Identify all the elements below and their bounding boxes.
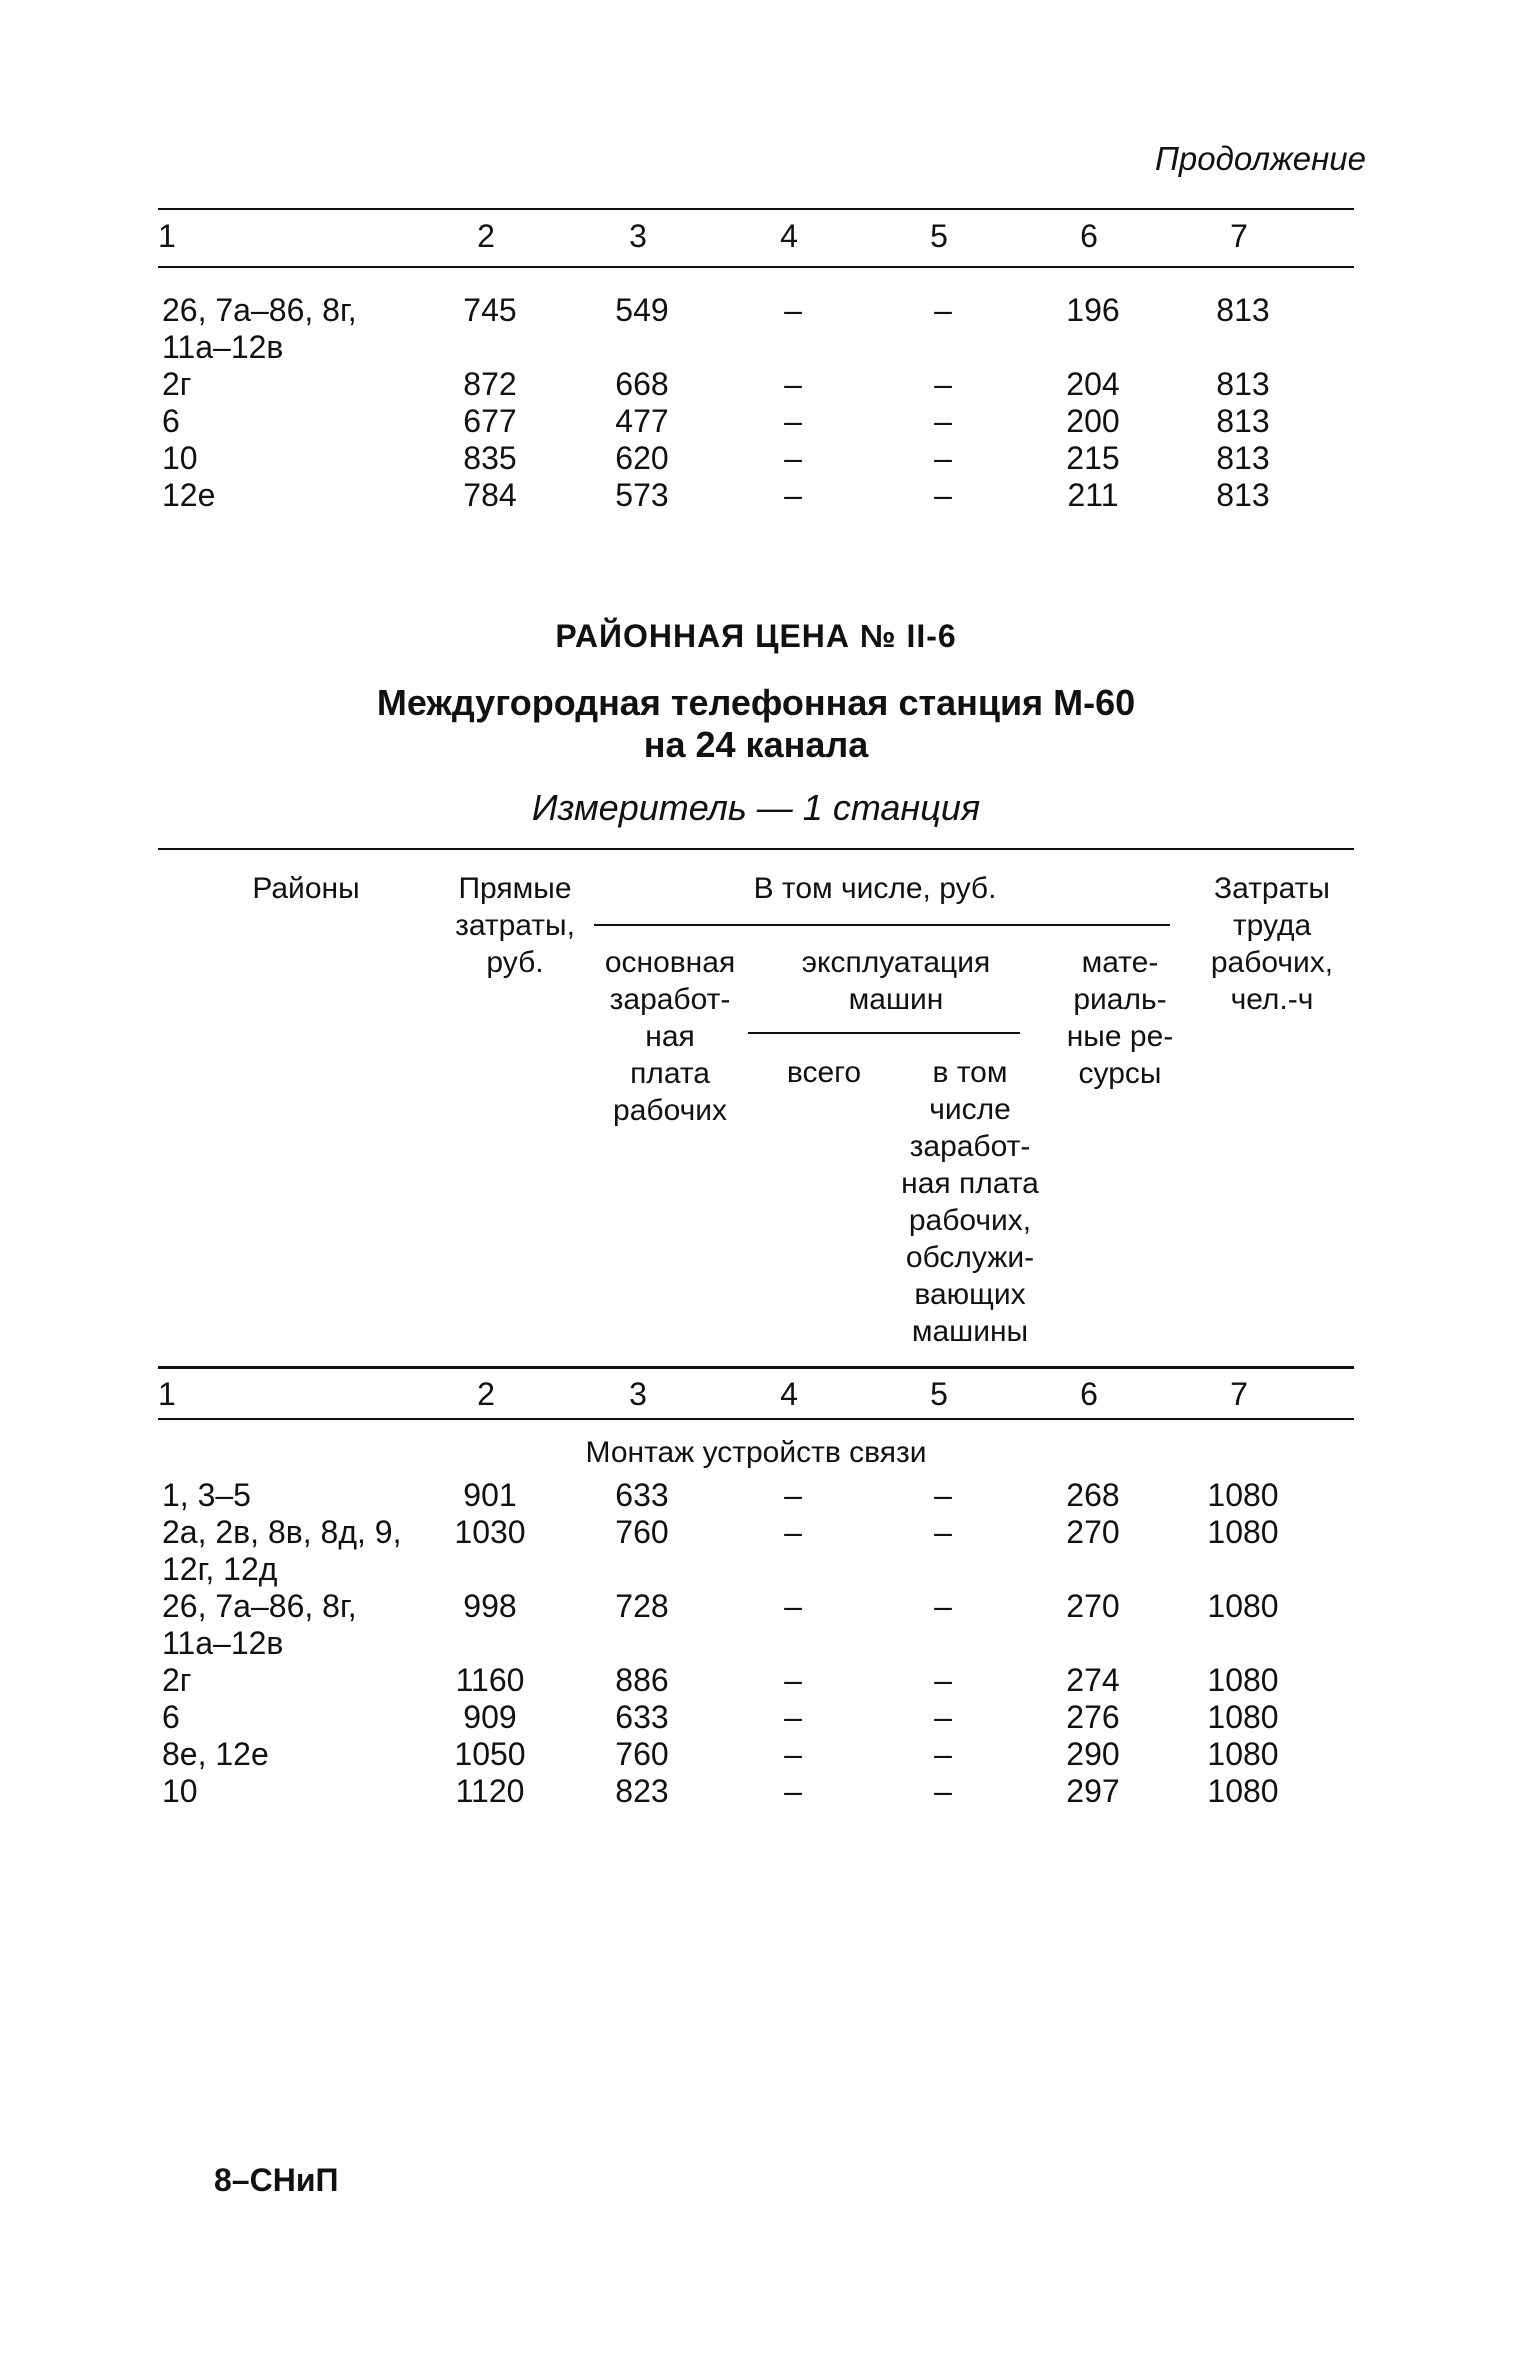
region-cell: 2г <box>162 1662 192 1698</box>
cell: 901 <box>463 1477 517 1513</box>
col-num-3: 3 <box>629 1376 647 1412</box>
header-wage-line: плата <box>630 1057 710 1090</box>
table-row <box>158 292 1354 366</box>
continuation-label: Продолжение <box>1154 140 1366 177</box>
cell: – <box>934 1588 952 1624</box>
cell: 813 <box>1216 477 1270 513</box>
col-num-5: 5 <box>930 1376 948 1412</box>
header-labor-line: Затраты <box>1214 872 1330 905</box>
cell: 297 <box>1066 1773 1120 1809</box>
cell: 1080 <box>1207 1736 1279 1772</box>
top-table-rule-top <box>158 208 1354 210</box>
header-base-wage <box>588 944 752 1129</box>
table-row <box>158 1477 1354 1514</box>
price-code-heading: РАЙОННАЯ ЦЕНА № II-6 <box>555 618 957 654</box>
cell: 276 <box>1066 1699 1120 1735</box>
cell: 204 <box>1066 366 1120 402</box>
cell: 633 <box>615 1477 669 1513</box>
cell: – <box>934 440 952 476</box>
cell: – <box>784 440 802 476</box>
table-row <box>158 1736 1354 1773</box>
cell: 813 <box>1216 440 1270 476</box>
cell: – <box>784 1514 802 1550</box>
region-cell: 2а, 2в, 8в, 8д, 9, 12г, 12д <box>162 1514 402 1587</box>
title-line-1: Междугородная телефонная станция М-60 <box>376 682 1136 723</box>
cell: 274 <box>1066 1662 1120 1698</box>
header-incl-wage <box>880 1054 1060 1350</box>
cell: – <box>784 1588 802 1624</box>
header-wage-line: рабочих <box>613 1094 727 1127</box>
col-num-7: 7 <box>1230 1376 1248 1412</box>
col-num-4: 4 <box>780 218 798 254</box>
cell: 1080 <box>1207 1662 1279 1698</box>
cell: – <box>934 403 952 439</box>
cell: 549 <box>615 292 669 328</box>
page-footer-signature: 8–СНиП <box>214 2162 339 2198</box>
header-labor-line: труда <box>1232 909 1312 942</box>
cell: – <box>934 1736 952 1772</box>
region-cell: 1, 3–5 <box>162 1477 251 1513</box>
table-row <box>158 1662 1354 1699</box>
col-num-7: 7 <box>1230 218 1248 254</box>
cell: 668 <box>615 366 669 402</box>
header-wage-line: заработ- <box>609 983 731 1016</box>
main-table-body <box>158 1477 1354 1810</box>
top-table-column-numbers <box>158 218 1354 255</box>
cell: 196 <box>1066 292 1120 328</box>
header-incl-wage-line: числе <box>929 1093 1011 1126</box>
cell: 270 <box>1066 1514 1120 1550</box>
header-materials-line: сурсы <box>1078 1057 1162 1090</box>
header-materials-line: ные ре- <box>1066 1020 1174 1053</box>
cell: – <box>934 1477 952 1513</box>
col-num-2: 2 <box>477 1376 495 1412</box>
header-incl-wage-line: обслужи- <box>905 1241 1035 1274</box>
cell: 823 <box>615 1773 669 1809</box>
header-including: В том числе, руб. <box>753 872 997 905</box>
cell: – <box>784 366 802 402</box>
col-num-1: 1 <box>158 218 176 254</box>
col-num-5: 5 <box>930 218 948 254</box>
header-including-rule <box>594 924 1170 926</box>
cell: 268 <box>1066 1477 1120 1513</box>
cell: 200 <box>1066 403 1120 439</box>
header-regions: Районы <box>252 872 360 905</box>
header-incl-wage-line: рабочих, <box>908 1204 1032 1237</box>
cell: 886 <box>615 1662 669 1698</box>
col-num-6: 6 <box>1080 1376 1098 1412</box>
main-table-rule-header <box>158 1366 1354 1369</box>
cell: – <box>784 292 802 328</box>
cell: – <box>934 366 952 402</box>
header-materials-line: мате- <box>1081 946 1159 979</box>
cell: 477 <box>615 403 669 439</box>
header-labor-line: чел.-ч <box>1230 983 1314 1016</box>
cell: 1080 <box>1207 1588 1279 1624</box>
cell: – <box>784 1773 802 1809</box>
region-cell: 8е, 12е <box>162 1736 269 1772</box>
cell: 633 <box>615 1699 669 1735</box>
header-machines-line: эксплуатация <box>801 946 991 979</box>
header-incl-wage-line: машины <box>911 1315 1029 1348</box>
page-title <box>158 682 1354 766</box>
header-machines-line: машин <box>848 983 944 1016</box>
header-labor-line: рабочих, <box>1210 946 1334 979</box>
cell: – <box>784 1662 802 1698</box>
region-cell: 26, 7а–86, 8г, 11а–12в <box>162 292 357 365</box>
header-materials-line: риаль- <box>1073 983 1167 1016</box>
header-machines-rule <box>748 1032 1020 1034</box>
cell: 784 <box>463 477 517 513</box>
main-table-rule-nums <box>158 1418 1354 1420</box>
header-direct-line: затраты, <box>455 909 575 942</box>
table-row <box>158 1773 1354 1810</box>
cell: 1080 <box>1207 1514 1279 1550</box>
section-heading: Монтаж устройств связи <box>585 1436 927 1469</box>
table-row <box>158 366 1354 403</box>
header-machines <box>746 944 1046 1018</box>
header-direct-line: Прямые <box>458 872 572 905</box>
header-incl-wage-line: в том <box>932 1056 1008 1089</box>
header-direct-line: руб. <box>486 946 544 979</box>
cell: 1080 <box>1207 1773 1279 1809</box>
table-row <box>158 403 1354 440</box>
cell: 835 <box>463 440 517 476</box>
cell: 215 <box>1066 440 1120 476</box>
top-table-body <box>158 292 1354 514</box>
cell: – <box>784 1477 802 1513</box>
header-materials <box>1050 944 1190 1092</box>
cell: – <box>784 403 802 439</box>
main-table-column-numbers <box>158 1376 1354 1413</box>
cell: – <box>934 1662 952 1698</box>
cell: – <box>934 1514 952 1550</box>
cell: 677 <box>463 403 517 439</box>
cell: 745 <box>463 292 517 328</box>
cell: 909 <box>463 1699 517 1735</box>
header-incl-wage-line: вающих <box>914 1278 1026 1311</box>
region-cell: 6 <box>162 1699 180 1735</box>
region-cell: 26, 7а–86, 8г, 11а–12в <box>162 1588 357 1661</box>
title-line-2: на 24 канала <box>643 724 869 765</box>
cell: 872 <box>463 366 517 402</box>
cell: 270 <box>1066 1588 1120 1624</box>
cell: – <box>934 1773 952 1809</box>
cell: 1120 <box>455 1773 525 1809</box>
region-cell: 6 <box>162 403 180 439</box>
header-wage-line: основная <box>604 946 736 979</box>
table-row <box>158 1699 1354 1736</box>
cell: 998 <box>463 1588 517 1624</box>
table-row <box>158 1514 1354 1588</box>
col-num-6: 6 <box>1080 218 1098 254</box>
header-incl-wage-line: ная плата <box>901 1167 1039 1200</box>
header-wage-line: ная <box>645 1020 695 1053</box>
cell: 813 <box>1216 366 1270 402</box>
cell: 573 <box>615 477 669 513</box>
cell: 813 <box>1216 292 1270 328</box>
cell: 1050 <box>454 1736 526 1772</box>
cell: 760 <box>615 1514 669 1550</box>
cell: – <box>784 1699 802 1735</box>
cell: 728 <box>615 1588 669 1624</box>
header-labor <box>1190 870 1354 1018</box>
col-num-3: 3 <box>629 218 647 254</box>
cell: 813 <box>1216 403 1270 439</box>
region-cell: 2г <box>162 366 192 402</box>
cell: – <box>784 1736 802 1772</box>
table-row <box>158 1588 1354 1662</box>
cell: – <box>934 477 952 513</box>
cell: 1030 <box>454 1514 526 1550</box>
header-total: всего <box>786 1056 862 1089</box>
col-num-4: 4 <box>780 1376 798 1412</box>
cell: 290 <box>1066 1736 1120 1772</box>
header-direct-costs <box>440 870 590 981</box>
main-table-rule-top <box>158 848 1354 850</box>
cell: 1080 <box>1207 1477 1279 1513</box>
cell: 1080 <box>1207 1699 1279 1735</box>
cell: 211 <box>1067 477 1119 513</box>
table-row <box>158 477 1354 514</box>
cell: – <box>934 1699 952 1735</box>
region-cell: 10 <box>162 1773 198 1809</box>
cell: 760 <box>615 1736 669 1772</box>
col-num-1: 1 <box>158 1376 176 1412</box>
header-incl-wage-line: заработ- <box>909 1130 1031 1163</box>
table-row <box>158 440 1354 477</box>
col-num-2: 2 <box>477 218 495 254</box>
cell: 620 <box>615 440 669 476</box>
cell: 1160 <box>455 1662 525 1698</box>
region-cell: 12е <box>162 477 216 513</box>
cell: – <box>784 477 802 513</box>
cell: – <box>934 292 952 328</box>
top-table-rule-header <box>158 266 1354 268</box>
meter-subtitle: Измеритель — 1 станция <box>531 787 981 828</box>
region-cell: 10 <box>162 440 198 476</box>
